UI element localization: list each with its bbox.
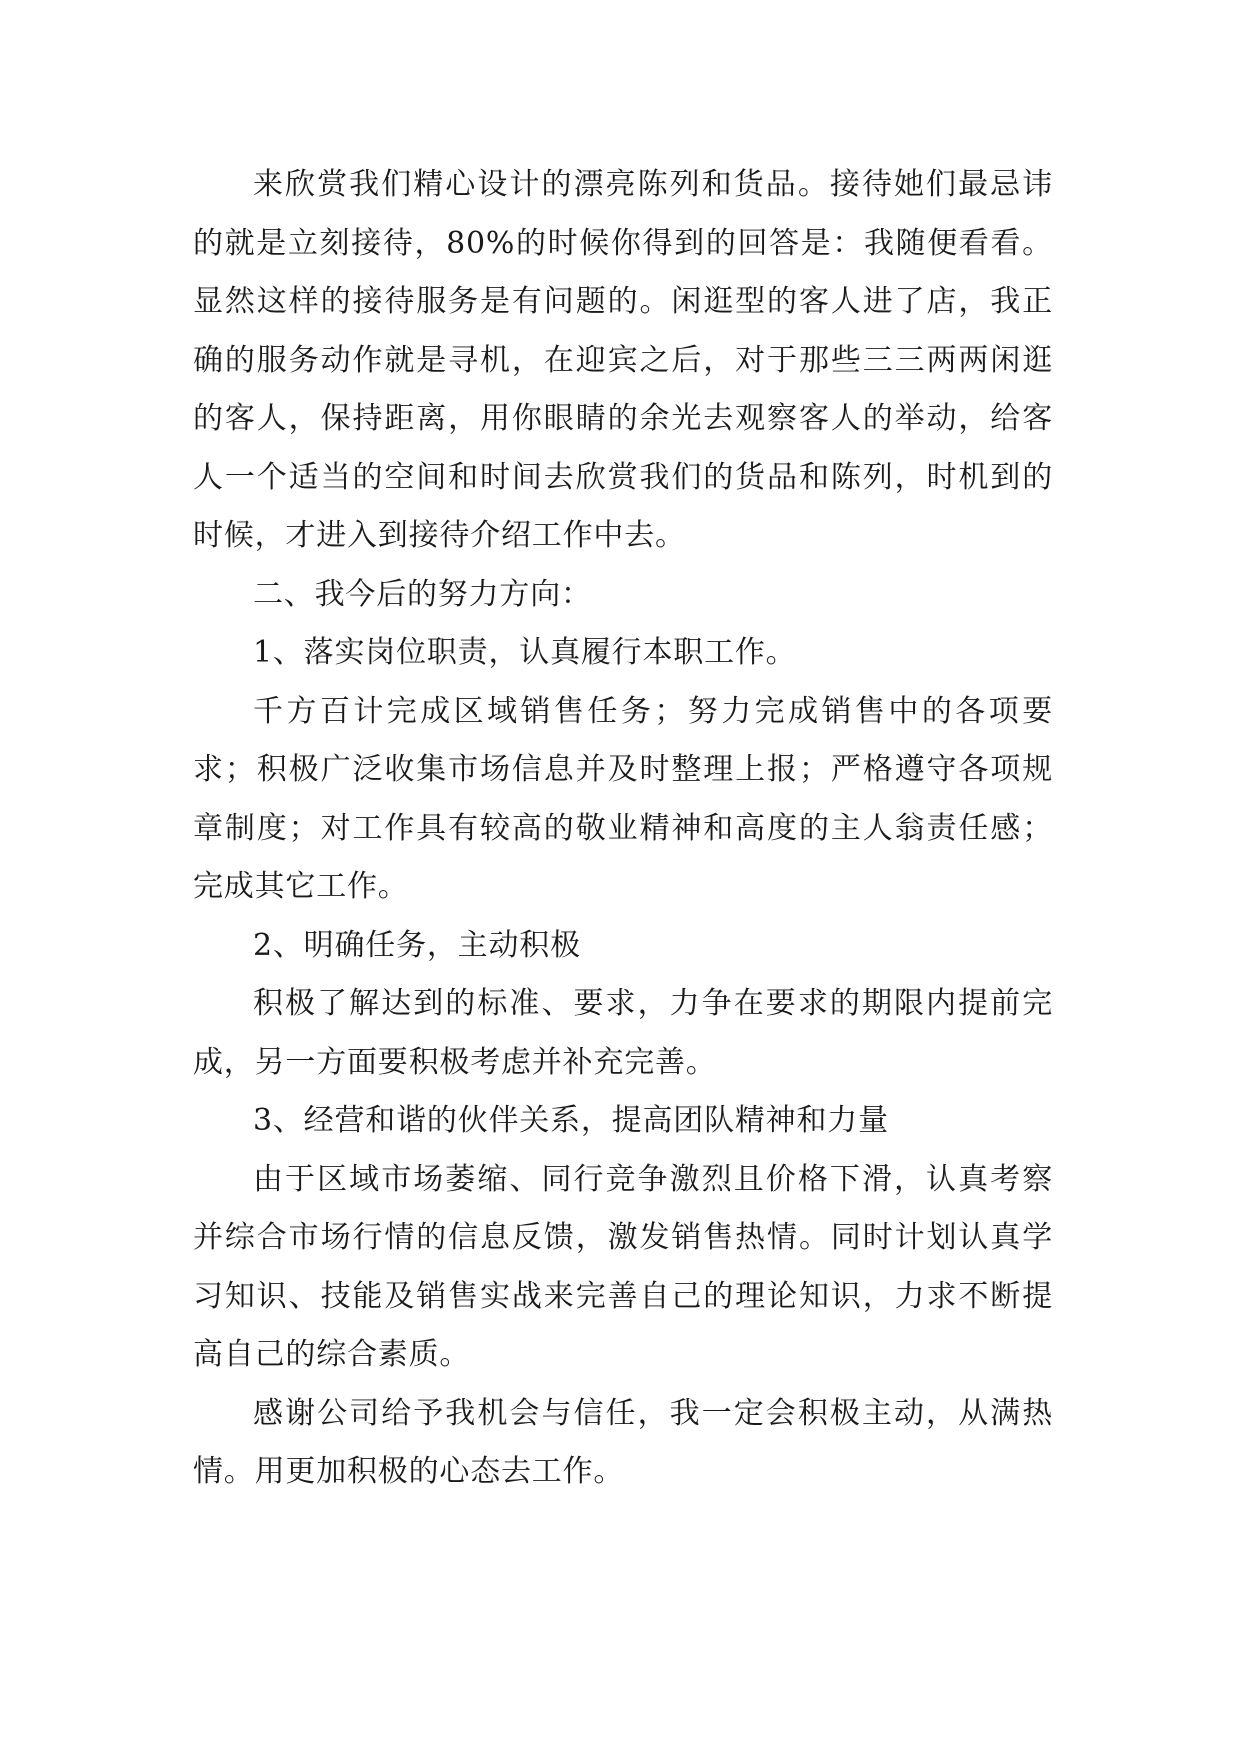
paragraph-item-1-body: 千方百计完成区域销售任务；努力完成销售中的各项要求；积极广泛收集市场信息并及时整理上报；严格遵守各项规章制度；对工作具有较高的敬业精神和高度的主人翁责任感；完成其它工作。 [193,693,1053,904]
section-heading-future-direction: 二、我今后的努力方向： [253,576,592,612]
item-heading-1: 1、落实岗位职责，认真履行本职工作。 [253,635,797,670]
document-body [193,156,1053,1502]
paragraph-closing: 感谢公司给予我机会与信任，我一定会积极主动，从满热情。用更加积极的心态去工作。 [193,1395,1053,1489]
paragraph-item-2-body: 积极了解达到的标准、要求，力争在要求的期限内提前完成，另一方面要积极考虑并补充完善。 [193,986,1053,1080]
item-heading-3: 3、经营和谐的伙伴关系，提高团队精神和力量 [253,1103,889,1138]
paragraph-continuation: 来欣赏我们精心设计的漂亮陈列和货品。接待她们最忌讳的就是立刻接待，80%的时候你得到的回答是：我随便看看。显然这样的接待服务是有问题的。闲逛型的客人进了店，我正确的服务动作就是寻机，在迎宾之后，对于那些三三两两闲逛的客人，保持距离，用你眼睛的余光去观察客人的举动，给客人一个适当的空间和时间去欣赏我们的货品和陈列，时机到的时候，才进入到接待介绍工作中去。 [193,167,1053,553]
paragraph-item-3-body: 由于区域市场萎缩、同行竞争激烈且价格下滑，认真考察并综合市场行情的信息反馈，激发销售热情。同时计划认真学习知识、技能及销售实战来完善自己的理论知识，力求不断提高自己的综合素质。 [193,1161,1053,1372]
item-heading-2: 2、明确任务，主动积极 [253,927,581,963]
